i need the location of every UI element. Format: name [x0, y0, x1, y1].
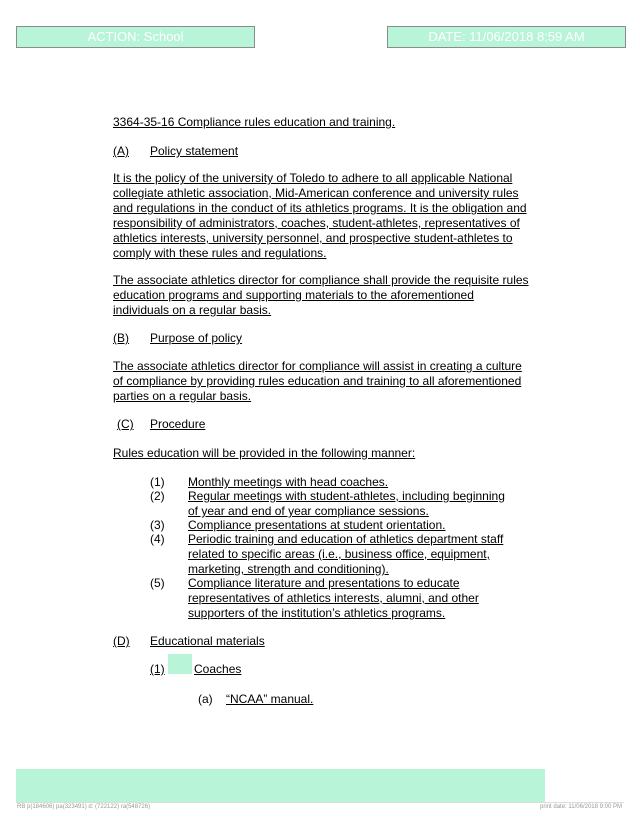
footer-divider — [16, 802, 624, 803]
section-b-paragraph: The associate athletics director for compliance will assist in creating a culture of compliance by providing rules education and training to all aforementioned parties on a regular basis. — [113, 359, 522, 403]
list-item-text: Compliance presentations at student orientation. — [188, 518, 446, 532]
section-b-label: (B) — [113, 331, 129, 345]
list-item-number: (1) — [150, 475, 165, 489]
footer-bar — [16, 769, 545, 802]
date-label: DATE: 11/06/2018 8:59 AM — [428, 29, 585, 44]
action-label: ACTION: School — [87, 29, 184, 44]
section-a-heading: Policy statement — [150, 144, 239, 158]
footer-record-ids: RB p(184606) pa(323491) d: (722122) ra(548726) — [17, 804, 151, 810]
section-a-paragraph-2: The associate athletics director for compliance shall provide the requisite rules education programs and supporting materials to the aforementioned individuals on a regular basis. — [113, 273, 529, 317]
list-item-text: Monthly meetings with head coaches. — [188, 475, 389, 489]
section-d-suba-text: “NCAA” manual. — [226, 692, 314, 706]
section-d-sub1-heading: Coaches — [194, 662, 242, 676]
section-c-heading: Procedure — [150, 417, 206, 431]
list-item-number: (2) — [150, 489, 165, 503]
section-d-label: (D) — [113, 634, 130, 648]
section-c-intro: Rules education will be provided in the following manner: — [113, 446, 416, 460]
list-item-number: (3) — [150, 518, 165, 532]
document-title: 3364-35-16 Compliance rules education and training. — [113, 115, 396, 129]
section-a-paragraph-1: It is the policy of the university of Toledo to adhere to all applicable National collegiate athletic association, Mid-American conference and university rules and regulations in the conduct of its athletics programs. It is the obligation and responsibility of administrators, coaches, student-athletes, representatives of athletics interests, university personnel, and prospective student-athletes to comply with these rules and regulations. — [113, 171, 527, 260]
section-d-sub1-label: (1) — [150, 662, 165, 676]
section-c-label: (C) — [117, 417, 134, 431]
highlight-marker — [168, 654, 192, 674]
section-d-heading: Educational materials — [150, 634, 265, 648]
list-item-text: Regular meetings with student-athletes, including beginning of year and end of year compliance sessions. — [188, 489, 505, 518]
section-b-heading: Purpose of policy — [150, 331, 243, 345]
list-item-number: (5) — [150, 576, 165, 590]
list-item-number: (4) — [150, 532, 165, 546]
list-item-text: Compliance literature and presentations to educate representatives of athletics interests, alumni, and other supporters of the institution’s athletics programs. — [188, 576, 479, 620]
section-d-suba-label: (a) — [198, 692, 213, 706]
footer-print-date: print date: 11/06/2018 9:00 PM — [540, 804, 622, 810]
section-a-label: (A) — [113, 144, 129, 158]
date-header-box — [387, 26, 626, 48]
list-item-text: Periodic training and education of athletics department staff related to specific areas (i.e., business office, equipment, marketing, strength and conditioning). — [188, 532, 504, 576]
action-header-box — [16, 26, 255, 48]
